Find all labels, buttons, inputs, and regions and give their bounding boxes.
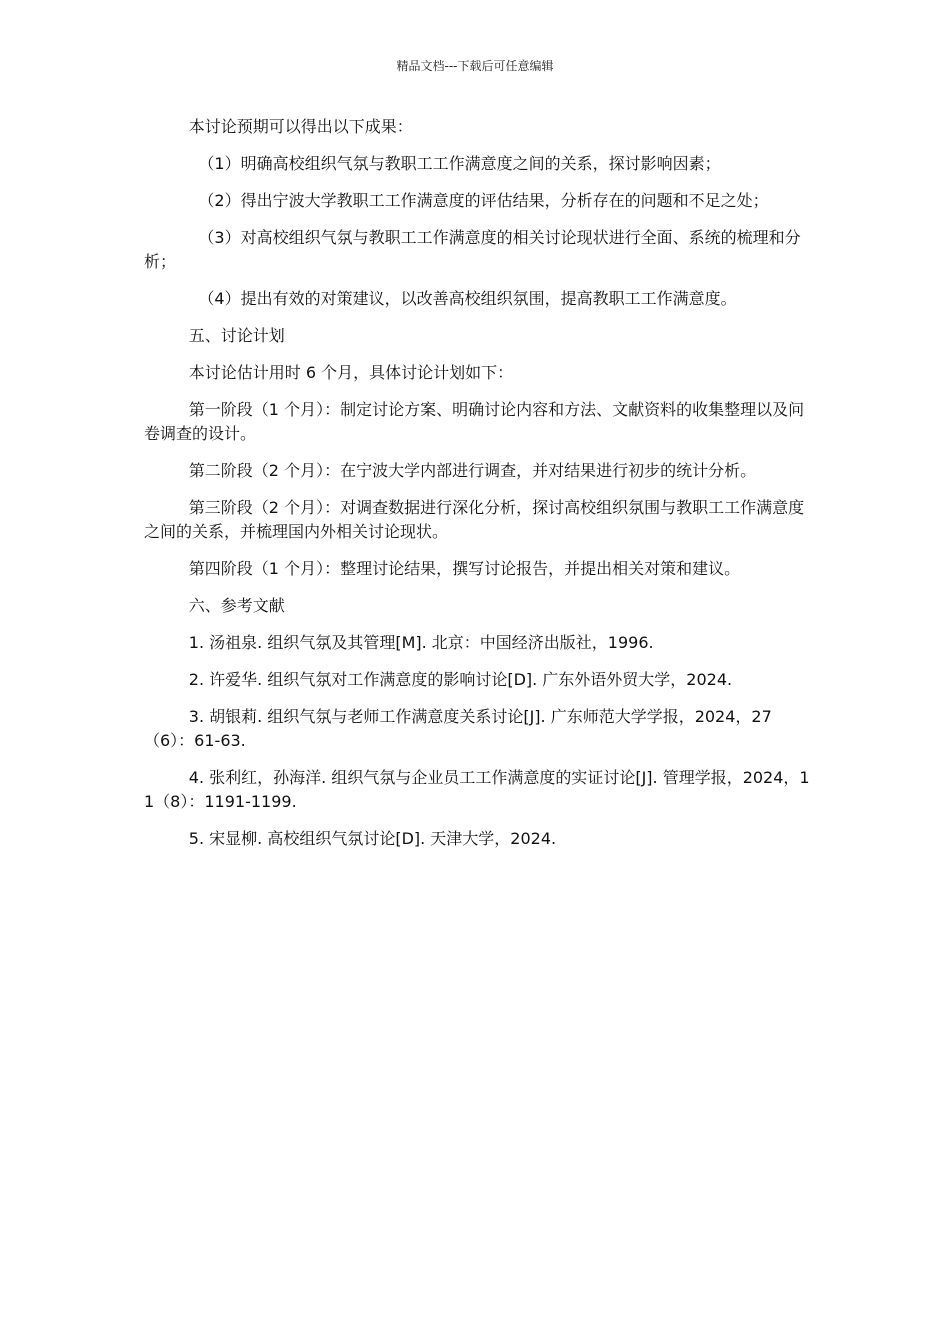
results-intro: 本讨论预期可以得出以下成果： [188, 117, 413, 136]
page-header: 精品文档---下载后可任意编辑 [396, 59, 554, 73]
reference-item-3: 3. 胡银莉. 组织气氛与老师工作满意度关系讨论[J]. 广东师范大学学报，2024，27（6）：61-63. [144, 707, 772, 750]
reference-item-4: 4. 张利红，孙海洋. 组织气氛与企业员工工作满意度的实证讨论[J]. 管理学报，2024，11（8）：1191-1199. [144, 768, 810, 811]
plan-stage-2: 第二阶段（2 个月）：在宁波大学内部进行调查，并对结果进行初步的统计分析。 [188, 461, 757, 480]
section-heading-references: 六、参考文献 [188, 596, 285, 615]
plan-stage-4: 第四阶段（1 个月）：整理讨论结果，撰写讨论报告，并提出相关对策和建议。 [188, 559, 741, 578]
document-body [144, 115, 810, 864]
result-item-3: （3）对高校组织气氛与教职工工作满意度的相关讨论现状进行全面、系统的梳理和分析； [144, 228, 801, 271]
plan-intro: 本讨论估计用时 6 个月，具体讨论计划如下： [188, 363, 514, 382]
plan-stage-1: 第一阶段（1 个月）：制定讨论方案、明确讨论内容和方法、文献资料的收集整理以及问卷调查的设计。 [144, 400, 805, 443]
result-item-1: （1）明确高校组织气氛与教职工工作满意度之间的关系，探讨影响因素； [198, 154, 721, 173]
section-heading-plan: 五、讨论计划 [188, 326, 285, 345]
reference-item-2: 2. 许爱华. 组织气氛对工作满意度的影响讨论[D]. 广东外语外贸大学，2024. [188, 670, 733, 689]
result-item-4: （4）提出有效的对策建议，以改善高校组织氛围，提高教职工工作满意度。 [198, 289, 737, 308]
reference-item-5: 5. 宋显柳. 高校组织气氛讨论[D]. 天津大学，2024. [188, 829, 557, 848]
result-item-2: （2）得出宁波大学教职工工作满意度的评估结果，分析存在的问题和不足之处； [198, 191, 769, 210]
plan-stage-3: 第三阶段（2 个月）：对调查数据进行深化分析，探讨高校组织氛围与教职工工作满意度之间的关系，并梳理国内外相关讨论现状。 [144, 498, 805, 541]
reference-item-1: 1. 汤祖泉. 组织气氛及其管理[M]. 北京：中国经济出版社，1996. [188, 633, 654, 652]
